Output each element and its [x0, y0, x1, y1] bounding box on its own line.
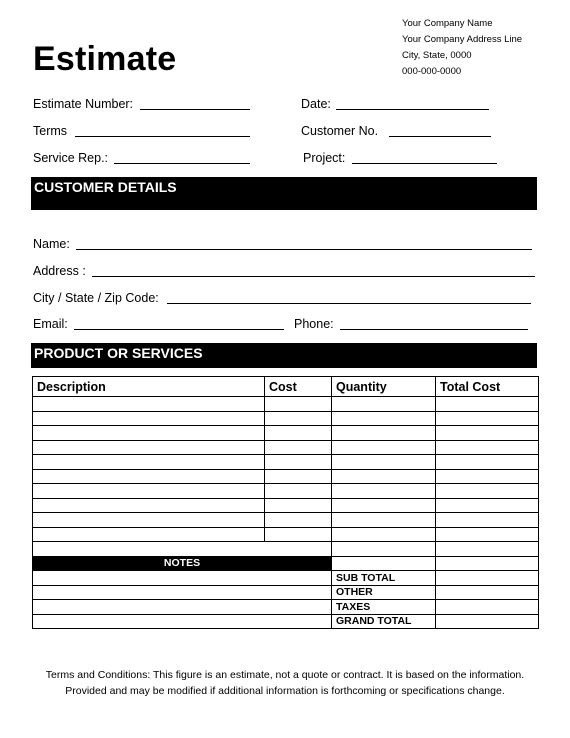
taxes-label: TAXES	[332, 600, 436, 615]
taxes-value[interactable]	[436, 600, 539, 615]
notes-header-row	[33, 556, 539, 571]
table-row[interactable]	[33, 513, 539, 528]
phone-field[interactable]	[294, 316, 534, 332]
table-row[interactable]	[33, 426, 539, 441]
company-info	[402, 16, 522, 80]
project-label: Project:	[303, 151, 346, 165]
address-field[interactable]	[33, 263, 537, 279]
city-state-zip-line[interactable]	[167, 303, 531, 304]
terms-line-1: Terms and Conditions: This figure is an estimate, not a quote or contract. It is based on the information.	[45, 669, 525, 681]
customer-no-field[interactable]	[301, 123, 501, 139]
project-line[interactable]	[352, 163, 497, 164]
service-rep-field[interactable]	[33, 150, 253, 166]
notes-line[interactable]	[33, 600, 332, 615]
summary-row-subtotal[interactable]	[33, 571, 539, 586]
company-address: Your Company Address Line	[402, 34, 523, 45]
table-row[interactable]	[33, 440, 539, 455]
city-state-zip-field[interactable]	[33, 290, 533, 306]
company-city: City, State, 0000	[402, 50, 472, 61]
grand-total-label: GRAND TOTAL	[332, 614, 436, 629]
date-field[interactable]	[301, 96, 501, 112]
company-phone: 000-000-0000	[402, 66, 462, 77]
summary-row-taxes[interactable]	[33, 600, 539, 615]
email-field[interactable]	[33, 316, 288, 332]
company-name: Your Company Name	[402, 18, 493, 29]
table-row[interactable]	[33, 397, 539, 412]
service-rep-label: Service Rep.:	[33, 151, 109, 165]
subtotal-value[interactable]	[436, 571, 539, 586]
customer-no-label: Customer No.	[301, 124, 379, 138]
other-label: OTHER	[332, 585, 436, 600]
address-line[interactable]	[92, 276, 535, 277]
phone-label: Phone:	[294, 317, 334, 331]
project-field[interactable]	[303, 150, 503, 166]
items-header-row	[33, 377, 539, 397]
table-row[interactable]	[33, 498, 539, 513]
notes-line[interactable]	[33, 585, 332, 600]
subtotal-label: SUB TOTAL	[332, 571, 436, 586]
table-row[interactable]	[33, 411, 539, 426]
column-description: Description	[33, 377, 265, 397]
notes-line[interactable]	[33, 614, 332, 629]
grand-total-value[interactable]	[436, 614, 539, 629]
service-rep-line[interactable]	[114, 163, 250, 164]
notes-line[interactable]	[33, 571, 332, 586]
name-field[interactable]	[33, 236, 535, 252]
email-line[interactable]	[74, 329, 284, 330]
items-table	[32, 376, 539, 629]
phone-line[interactable]	[340, 329, 528, 330]
terms-label: Terms	[33, 124, 68, 138]
column-quantity: Quantity	[332, 377, 436, 397]
table-row[interactable]	[33, 527, 539, 542]
date-line[interactable]	[336, 109, 489, 110]
estimate-number-line[interactable]	[140, 109, 250, 110]
notes-label: NOTES	[33, 556, 332, 571]
email-label: Email:	[33, 317, 68, 331]
document-title: Estimate	[33, 40, 177, 78]
city-state-zip-label: City / State / Zip Code:	[33, 291, 159, 305]
address-label: Address :	[33, 264, 86, 278]
terms-and-conditions	[30, 667, 540, 699]
table-row[interactable]	[33, 484, 539, 499]
table-row[interactable]	[33, 455, 539, 470]
name-line[interactable]	[76, 249, 532, 250]
column-cost: Cost	[265, 377, 332, 397]
name-label: Name:	[33, 237, 70, 251]
terms-line[interactable]	[75, 136, 250, 137]
estimate-number-label: Estimate Number:	[33, 97, 134, 111]
table-row[interactable]	[33, 542, 539, 557]
summary-row-other[interactable]	[33, 585, 539, 600]
table-row[interactable]	[33, 469, 539, 484]
column-total-cost: Total Cost	[436, 377, 539, 397]
date-label: Date:	[301, 97, 331, 111]
terms-field[interactable]	[33, 123, 253, 139]
customer-no-line[interactable]	[389, 136, 491, 137]
terms-line-2: Provided and may be modified if additional information is forthcoming or specifications change.	[65, 685, 505, 697]
products-heading: PRODUCT OR SERVICES	[31, 343, 537, 368]
summary-row-grand-total[interactable]	[33, 614, 539, 629]
other-value[interactable]	[436, 585, 539, 600]
estimate-number-field[interactable]	[33, 96, 253, 112]
customer-details-heading: CUSTOMER DETAILS	[31, 177, 537, 210]
